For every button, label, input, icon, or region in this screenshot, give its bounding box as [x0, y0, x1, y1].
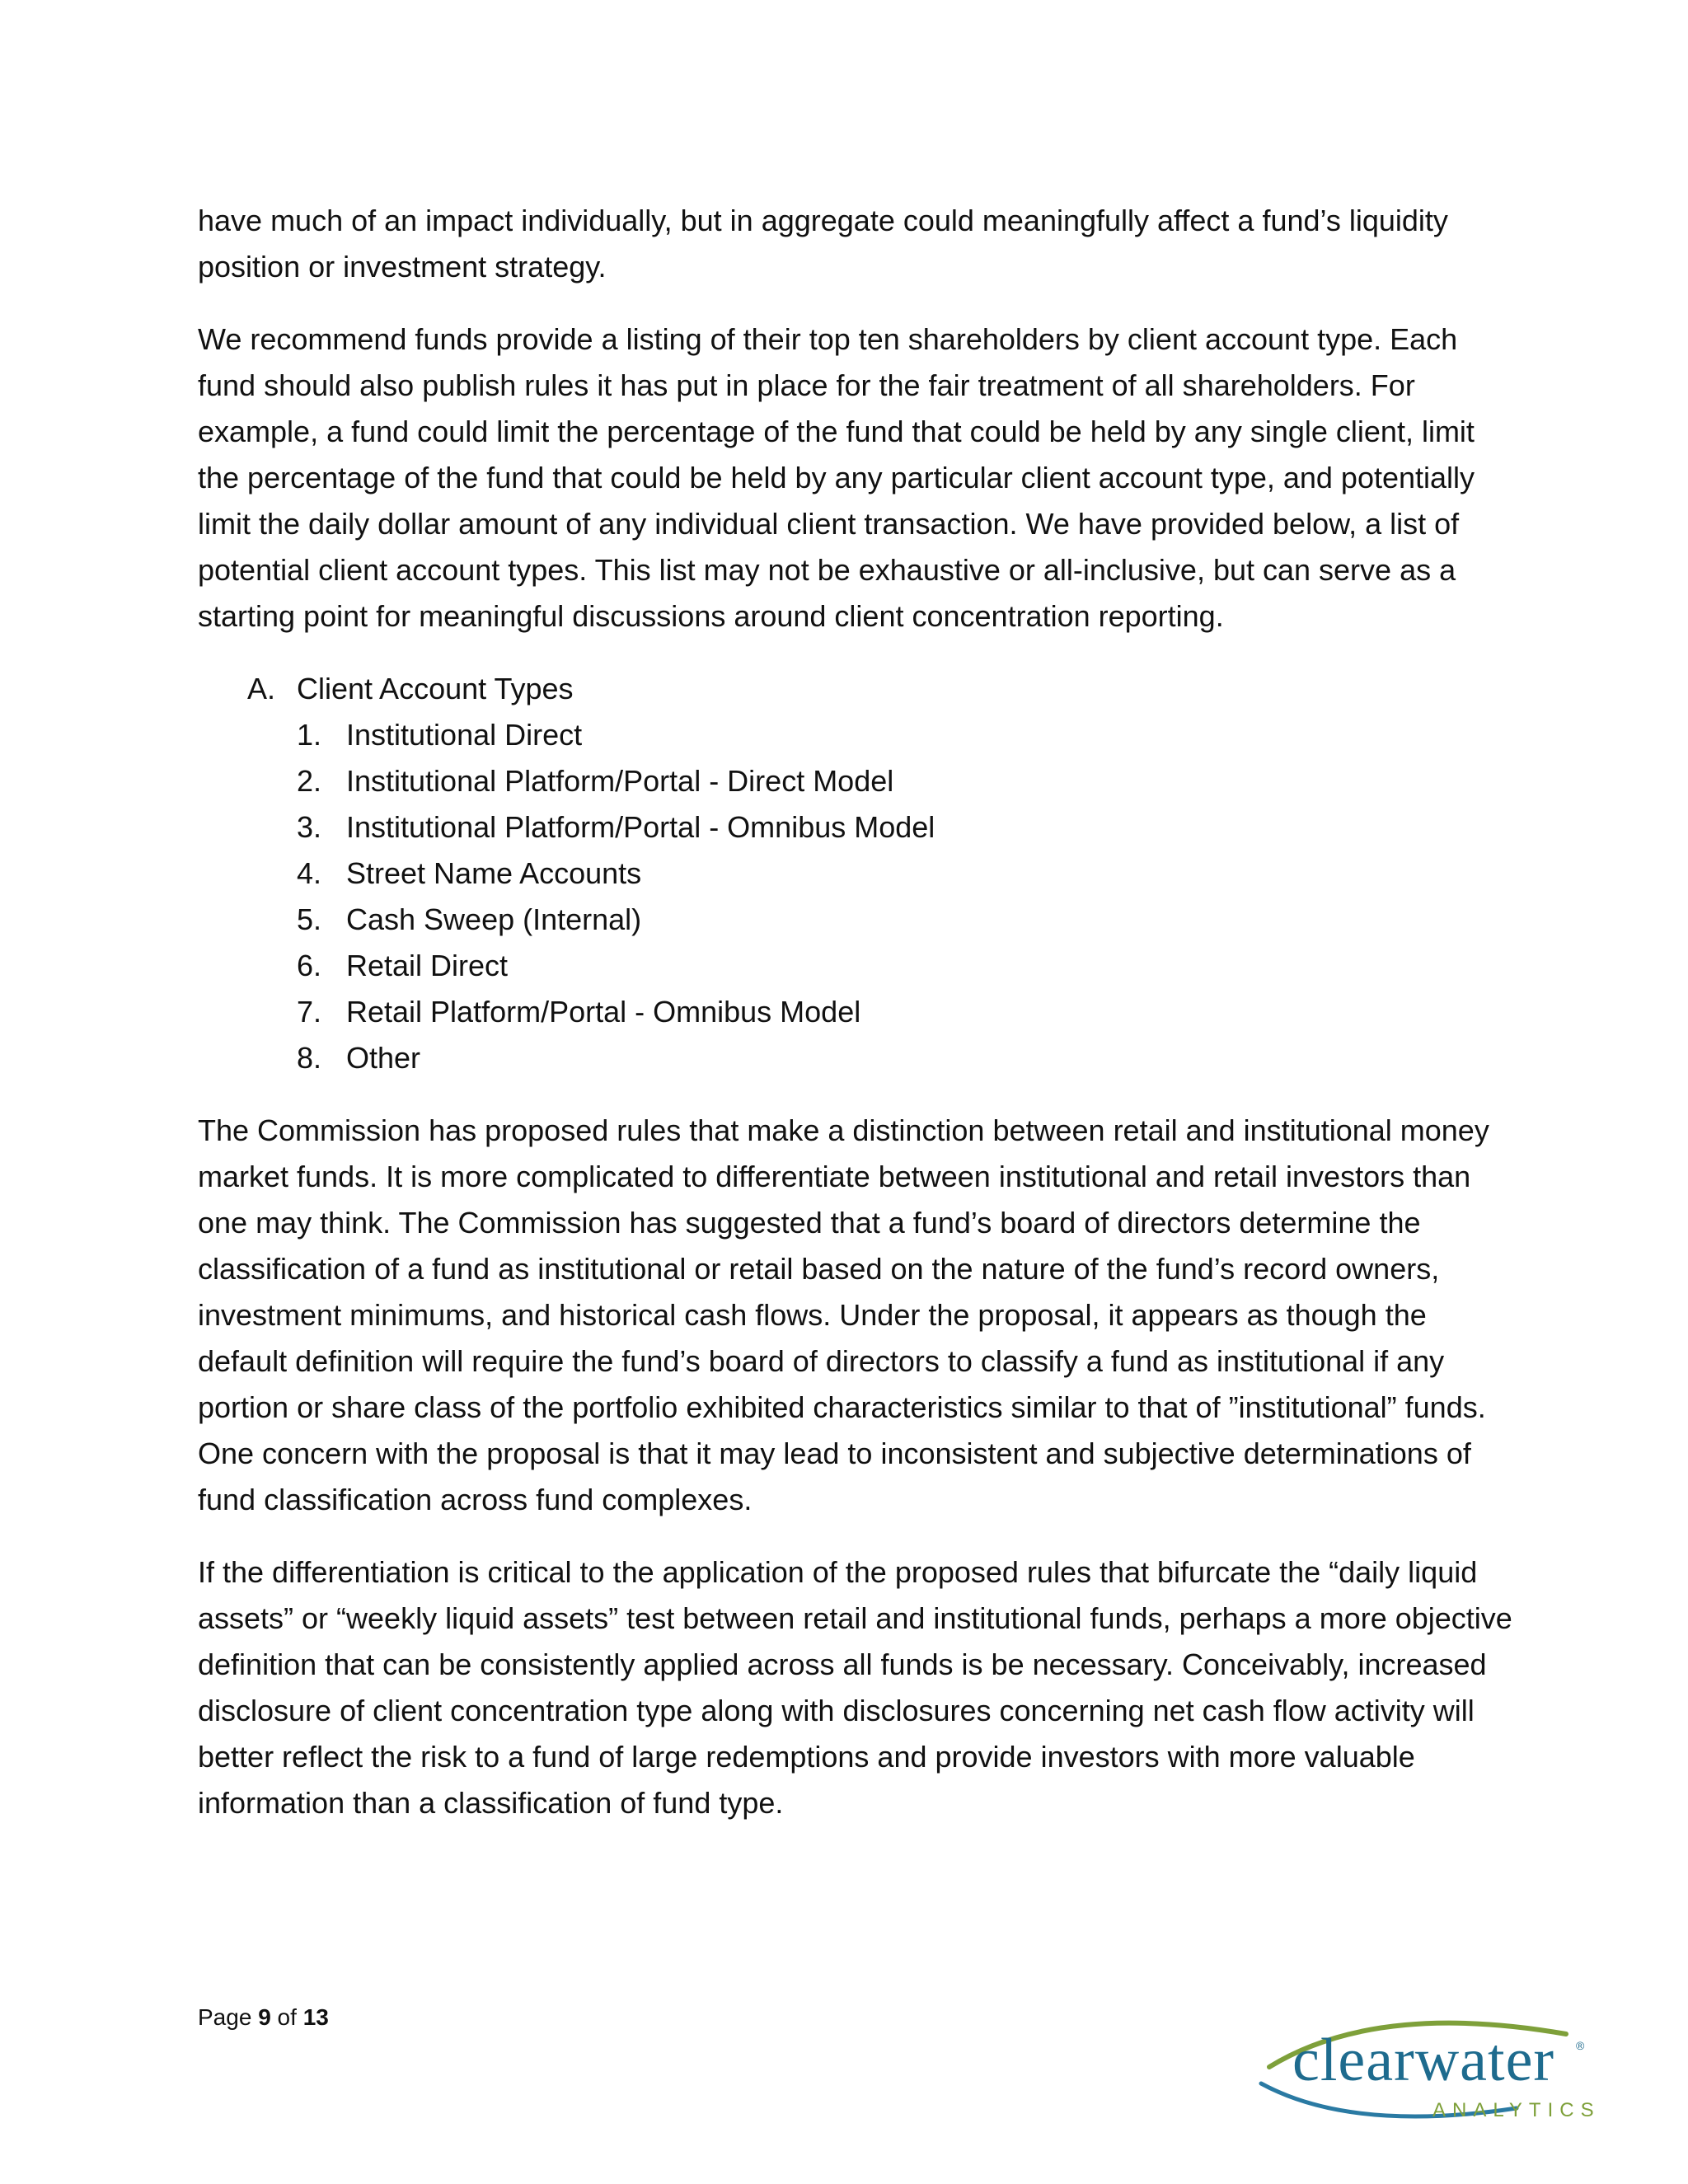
- logo-wordmark: clearwater: [1292, 2027, 1555, 2094]
- page-content: [198, 198, 1517, 1853]
- page-total: 13: [302, 2004, 329, 2030]
- logo-subtitle: ANALYTICS: [1432, 2099, 1601, 2121]
- list-item: [198, 804, 1517, 851]
- page-number: [198, 2001, 329, 2034]
- list-item-text: Institutional Direct: [346, 718, 583, 752]
- list-number: 2.: [297, 764, 322, 798]
- list-item: [198, 989, 1517, 1035]
- paragraph: We recommend funds provide a listing of their top ten shareholders by client account type. Each fund should also publish rules it has put in place for the fair treatment of all shareholders. For example, a fund could limit the percentage of the fund that could be held by any single client, limit the percentage of the fund that could be held by any particular client account type, and potentially limit the daily dollar amount of any individual client transaction. We have provided below, a list of potential client account types. This list may not be exhaustive or all-inclusive, but can serve as a starting point for meaningful discussions around client concentration reporting.: [198, 322, 1475, 633]
- paragraph: If the differentiation is critical to the application of the proposed rules that bifurcate the “daily liquid assets” or “weekly liquid assets” test between retail and institutional funds, perhaps a more objective definition that can be consistently applied across all funds is be necessary. Conceivably, increased disclosure of client concentration type along with disclosures concerning net cash flow activity will better reflect the risk to a fund of large redemptions and provide investors with more valuable information than a classification of fund type.: [198, 1555, 1512, 1820]
- list-item: [198, 758, 1517, 804]
- list-item-text: Cash Sweep (Internal): [346, 902, 642, 936]
- section-heading-text: Client Account Types: [297, 672, 574, 705]
- list-item-text: Retail Platform/Portal - Omnibus Model: [346, 995, 861, 1029]
- list-number: 3.: [297, 810, 322, 844]
- list-item-text: Institutional Platform/Portal - Omnibus Model: [346, 810, 935, 844]
- list-number: 7.: [297, 995, 322, 1029]
- list-number: 8.: [297, 1041, 322, 1075]
- list-item-text: Institutional Platform/Portal - Direct Model: [346, 764, 894, 798]
- list-item: [198, 712, 1517, 758]
- list-item: [198, 1035, 1517, 1081]
- list-item-text: Street Name Accounts: [346, 856, 642, 890]
- paragraph: have much of an impact individually, but in aggregate could meaningfully affect a fund’s liquidity position or investment strategy.: [198, 204, 1448, 284]
- clearwater-logo: [1253, 2009, 1599, 2133]
- list-item: [198, 943, 1517, 989]
- list-item: [198, 851, 1517, 897]
- list-number: 4.: [297, 856, 322, 890]
- paragraph: The Commission has proposed rules that make a distinction between retail and institutional money market funds. It is more complicated to differentiate between institutional and retail investors than one may think. The Commission has suggested that a fund’s board of directors determine the classification of a fund as institutional or retail based on the nature of the fund’s record owners, investment minimums, and historical cash flows. Under the proposal, it appears as though the default definition will require the fund’s board of directors to classify a fund as institutional if any portion or share class of the portfolio exhibited characteristics similar to that of ”institutional” funds. One concern with the proposal is that it may lead to inconsistent and subjective determinations of fund classification across fund complexes.: [198, 1113, 1489, 1516]
- list-item: [198, 897, 1517, 943]
- page-prefix: Page: [198, 2004, 252, 2030]
- list-number: 1.: [297, 718, 322, 752]
- page-current: 9: [258, 2004, 271, 2030]
- list-item-text: Other: [346, 1041, 421, 1075]
- account-types-list: [198, 712, 1517, 1081]
- logo-registered-mark: ®: [1576, 2039, 1585, 2052]
- section-heading: [198, 666, 1517, 712]
- list-number: 6.: [297, 949, 322, 982]
- page-of: of: [277, 2004, 297, 2030]
- client-account-types-section: [198, 666, 1517, 1081]
- list-item-text: Retail Direct: [346, 949, 509, 982]
- list-number: 5.: [297, 902, 322, 936]
- section-marker: A.: [247, 672, 276, 705]
